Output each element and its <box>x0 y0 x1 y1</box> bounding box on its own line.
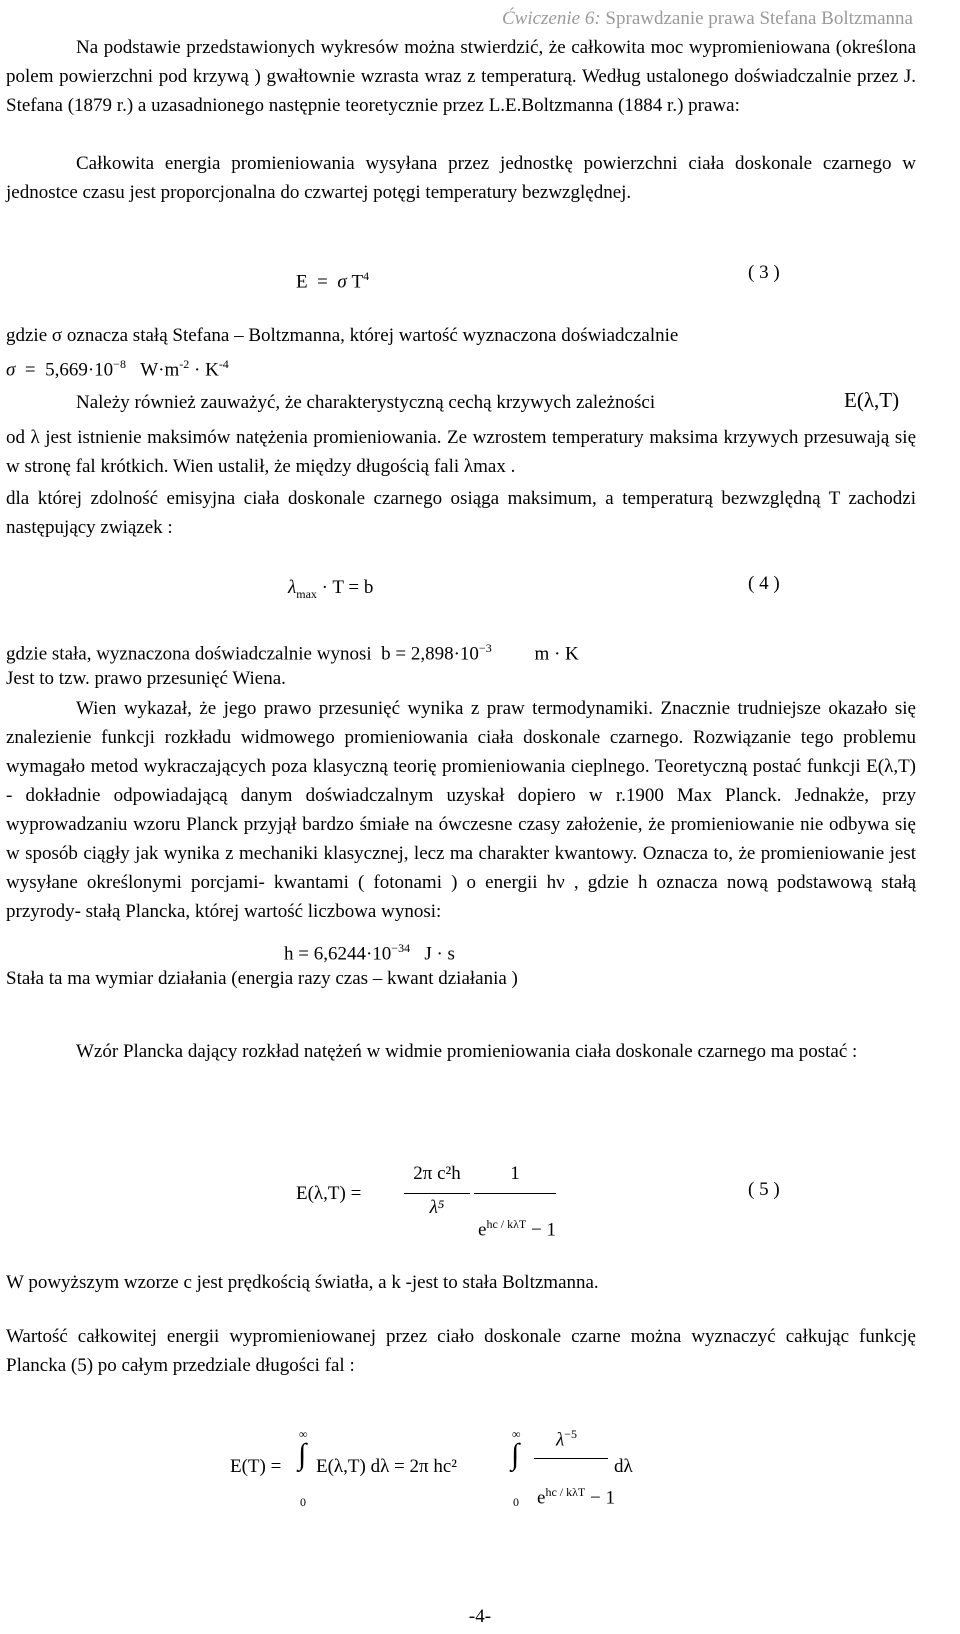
eq4-sub: max <box>296 586 317 601</box>
eq3-exp: 4 <box>363 269 370 283</box>
h-exp: −34 <box>391 941 411 955</box>
sigma-unit-w: W·m <box>140 359 180 381</box>
eq5-num1: 2π c²h <box>413 1163 461 1184</box>
b-description: gdzie stała, wyznaczona doświadczalnie wynosi <box>6 643 372 665</box>
sigma-unit-w-exp: -2 <box>179 357 190 371</box>
eq6-lambda: λ <box>556 1429 565 1451</box>
eq5-e: e <box>478 1219 487 1241</box>
func-e-lambda-t: E(λ,T) <box>844 388 900 412</box>
eq6-body: E(λ,T) dλ = 2π hc² <box>316 1456 457 1477</box>
paragraph-law: Całkowita energia promieniowania wysyłana przez jednostkę powierzchni ciała doskonale czarnego w jednostce czasu jest proporcjonalna do czwartej potęgi temperatury bezwzględnej. <box>6 153 916 203</box>
eq6-integral-2: ∫ <box>511 1438 520 1471</box>
exercise-title: Sprawdzanie prawa Stefana Boltzmanna <box>605 8 913 29</box>
paragraph-max-shift: od λ jest istnienie maksimów natężenia promieniowania. Ze wzrostem temperatury maksima krzywych przesuwają się w stronę fal krótkich. Wien ustalił, że między długością fali λmax . <box>6 427 916 477</box>
eq4-lambda: λ <box>288 577 297 598</box>
eq6-dlambda: dλ <box>614 1456 633 1477</box>
eq6-bar <box>534 1458 608 1459</box>
page-number: -4- <box>468 1606 492 1627</box>
eq6-int1-upper: ∞ <box>299 1427 308 1441</box>
sigma-number: 5,669·10 <box>45 359 114 381</box>
h-unit: J · s <box>424 943 455 965</box>
paragraph-max-intro: Należy również zauważyć, że charakterystyczną cechą krzywych zależności <box>76 392 656 413</box>
eq3-lhs: E <box>296 271 308 293</box>
sigma-symbol: σ <box>6 359 16 381</box>
eq5-bar1 <box>404 1193 470 1194</box>
eq5-lhs: E(λ,T) = <box>296 1183 362 1204</box>
eq4-rest: · T = b <box>321 577 374 598</box>
equation-5-number: ( 5 ) <box>748 1179 780 1200</box>
sigma-unit-dot: · <box>194 359 201 381</box>
equation-3-number: ( 3 ) <box>748 262 780 283</box>
page-header <box>0 8 913 30</box>
sigma-exp: −8 <box>113 357 126 371</box>
eq6-int2-lower: 0 <box>513 1495 519 1509</box>
equation-4 <box>288 573 373 609</box>
equation-4-number: ( 4 ) <box>748 573 780 594</box>
paragraph-integral: Wartość całkowitej energii wypromieniowanej przez ciało doskonale czarne można wyznaczyć całkując funkcję Plancka (5) po całym przedziale długości fal : <box>6 1326 916 1376</box>
eq6-minus-one: − 1 <box>590 1487 615 1509</box>
b-exp: −3 <box>478 641 492 655</box>
exercise-label: Ćwiczenie 6: <box>501 8 601 29</box>
eq6-numerator <box>556 1420 577 1454</box>
eq6-exp: hc / kλT <box>545 1485 586 1499</box>
paragraph-planck-history: Wien wykazał, że jego prawo przesunięć wynika z praw termodynamiki. Znacznie trudniejsze okazało się znalezienie funkcji rozkładu widmowego promieniowania ciała doskonale czarnego. Rozwiązanie tego problemu wymagało metod wykraczających poza klasyczną teorię promieniowania cieplnego. Teoretyczną postać funkcji E(λ,T) - dokładnie odpowiadającą danym doświadczalnym uzyskał dopiero w r.1900 Max Planck. Jednakże, przy wyprowadzaniu wzoru Planck przyjął bardzo śmiałe na ówczesne czasy założenie, że promieniowanie nie odbywa się w sposób ciągły jak wynika z mechaniki klasycznej, lecz ma charakter kwantowy. Oznacza to, że promieniowanie jest wysyłane określonymi porcjami- kwantami ( fotonami ) o energii hν , gdzie h oznacza nową podstawową stałą przyrody- stałą Plancka, której wartość liczbowa wynosi: <box>6 698 916 922</box>
eq3-T: T <box>351 271 364 293</box>
wien-law-name: Jest to tzw. prawo przesunięć Wiena. <box>6 668 286 689</box>
b-value: b = 2,898·10 <box>381 643 479 665</box>
eq6-lambda-exp: −5 <box>564 1427 578 1441</box>
eq5-bar2 <box>474 1193 556 1194</box>
eq6-int1-lower: 0 <box>300 1495 306 1509</box>
eq3-sigma: σ <box>337 271 347 293</box>
equation-3 <box>296 262 369 296</box>
action-dimension: Stała ta ma wymiar działania (energia razy czas – kwant działania ) <box>6 968 518 989</box>
eq6-denominator <box>537 1478 615 1512</box>
eq5-minus-one: − 1 <box>531 1219 556 1241</box>
sigma-unit-k-exp: -4 <box>218 357 229 371</box>
eq6-e: e <box>537 1487 546 1509</box>
b-unit: m · K <box>534 643 579 665</box>
sigma-description: gdzie σ oznacza stałą Stefana – Boltzmanna, której wartość wyznaczona doświadczalnie <box>6 325 679 346</box>
paragraph-intro: Na podstawie przedstawionych wykresów można stwierdzić, że całkowita moc wypromieniowana (określona polem powierzchni pod krzywą ) gwałtownie wzrasta wraz z temperaturą. Według ustalonego doświadczalnie przez J. Stefana (1879 r.) a uzasadnionego następnie teoretycznie przez L.E.Boltzmanna (1884 r.) prawa: <box>6 37 916 116</box>
eq6-int2-upper: ∞ <box>512 1427 521 1441</box>
eq5-den2 <box>478 1210 556 1244</box>
eq5-exp: hc / kλT <box>486 1217 527 1231</box>
eq6-lhs: E(T) = <box>230 1456 282 1477</box>
paragraph-symbols: W powyższym wzorze c jest prędkością światła, a k -jest to stała Boltzmanna. <box>6 1272 599 1293</box>
sigma-eq: = <box>24 359 36 381</box>
paragraph-planck-formula: Wzór Plancka dający rozkład natężeń w widmie promieniowania ciała doskonale czarnego ma postać : <box>76 1041 858 1062</box>
eq6-integral-1: ∫ <box>298 1438 307 1471</box>
sigma-unit-k: K <box>205 359 219 381</box>
h-value: h = 6,6244·10 <box>284 943 392 965</box>
eq5-num2: 1 <box>510 1163 520 1184</box>
eq5-den1: λ⁵ <box>429 1197 445 1218</box>
sigma-value <box>6 350 229 384</box>
eq3-eq: = <box>317 271 328 293</box>
paragraph-max-relation: dla której zdolność emisyjna ciała doskonale czarnego osiąga maksimum, a temperaturą bezwzględną T zachodzi następujący związek : <box>6 488 916 538</box>
